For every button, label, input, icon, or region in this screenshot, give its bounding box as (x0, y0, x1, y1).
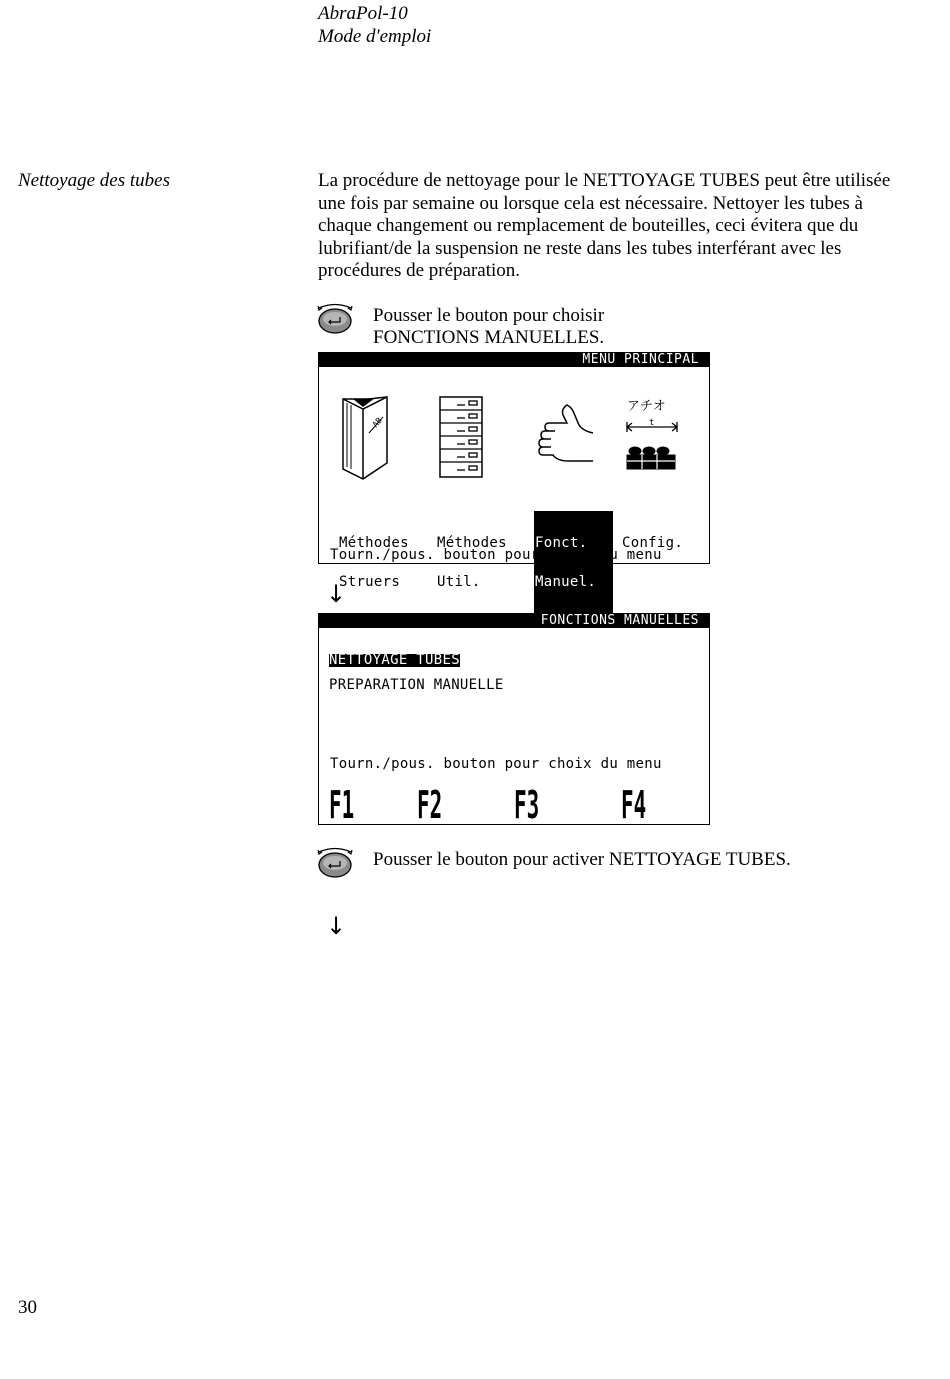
manual-hand-icon (535, 399, 597, 469)
document-header (318, 2, 431, 48)
config-icon (623, 395, 685, 475)
config-icon-text: アチオ (627, 399, 666, 414)
menu-item-line1: Méthodes (437, 535, 507, 551)
menu-item-tube-cleaning-selected[interactable]: NETTOYAGE TUBES (329, 652, 460, 668)
menu-item-line1: Fonct. (535, 535, 588, 551)
svg-text:AB: AB (370, 415, 384, 430)
function-key-f4[interactable]: F4 (621, 783, 647, 827)
down-arrow-icon: ↓ (326, 912, 347, 940)
svg-text:t: t (649, 418, 655, 428)
manual-functions-screen (318, 613, 710, 825)
menu-item-manual-functions-selected[interactable] (534, 511, 613, 615)
header-product: AbraPol-10 (318, 3, 408, 24)
screen-footer-hint: Tourn./pous. bouton pour choix du menu (330, 756, 662, 772)
menu-item-line2: Util. (437, 574, 481, 590)
user-methods-cabinet-icon (437, 395, 485, 481)
function-key-f1[interactable]: F1 (329, 783, 355, 827)
screen-footer-hint: Tourn./pous. bouton pour choix du menu (330, 547, 662, 563)
screen-title: MENU PRINCIPAL (319, 353, 709, 367)
menu-item-line2: Manuel. (535, 574, 597, 590)
push-knob-icon (316, 846, 354, 880)
function-key-f2[interactable]: F2 (417, 783, 443, 827)
menu-item-manual-preparation[interactable]: PREPARATION MANUELLE (329, 677, 504, 693)
screen-title: FONCTIONS MANUELLES (319, 614, 709, 628)
header-subtitle: Mode d'emploi (318, 26, 432, 47)
menu-item-config[interactable] (622, 511, 683, 576)
function-key-f3[interactable]: F3 (514, 783, 540, 827)
menu-item-struers-methods[interactable] (339, 511, 409, 615)
menu-item-user-methods[interactable] (437, 511, 507, 615)
section-title: Nettoyage des tubes (18, 170, 170, 191)
step1-line2: FONCTIONS MANUELLES. (373, 327, 605, 348)
intro-paragraph: La procédure de nettoyage pour le NETTOYAGE TUBES peut être utilisée une fois par semaine ou lorsque cela est nécessaire. Nettoyer les tubes à chaque changement ou remplacement de bouteilles, ceci évitera que du lubrifiant/de la suspension ne reste dans les tubes interférant avec les procédures de préparation. (318, 170, 891, 281)
step1-instruction (373, 305, 604, 349)
page-number: 30 (18, 1297, 37, 1318)
push-knob-icon (316, 302, 354, 336)
menu-item-line1: Méthodes (339, 535, 409, 551)
step1-line1: Pousser le bouton pour choisir (373, 305, 605, 326)
main-menu-screen (318, 352, 710, 590)
menu-item-line2: Struers (339, 574, 401, 590)
down-arrow-icon: ↓ (326, 580, 347, 608)
menu-item-line1: Config. (622, 535, 684, 551)
struers-methods-book-icon (339, 393, 391, 483)
step2-instruction: Pousser le bouton pour activer NETTOYAGE TUBES. (373, 849, 791, 870)
